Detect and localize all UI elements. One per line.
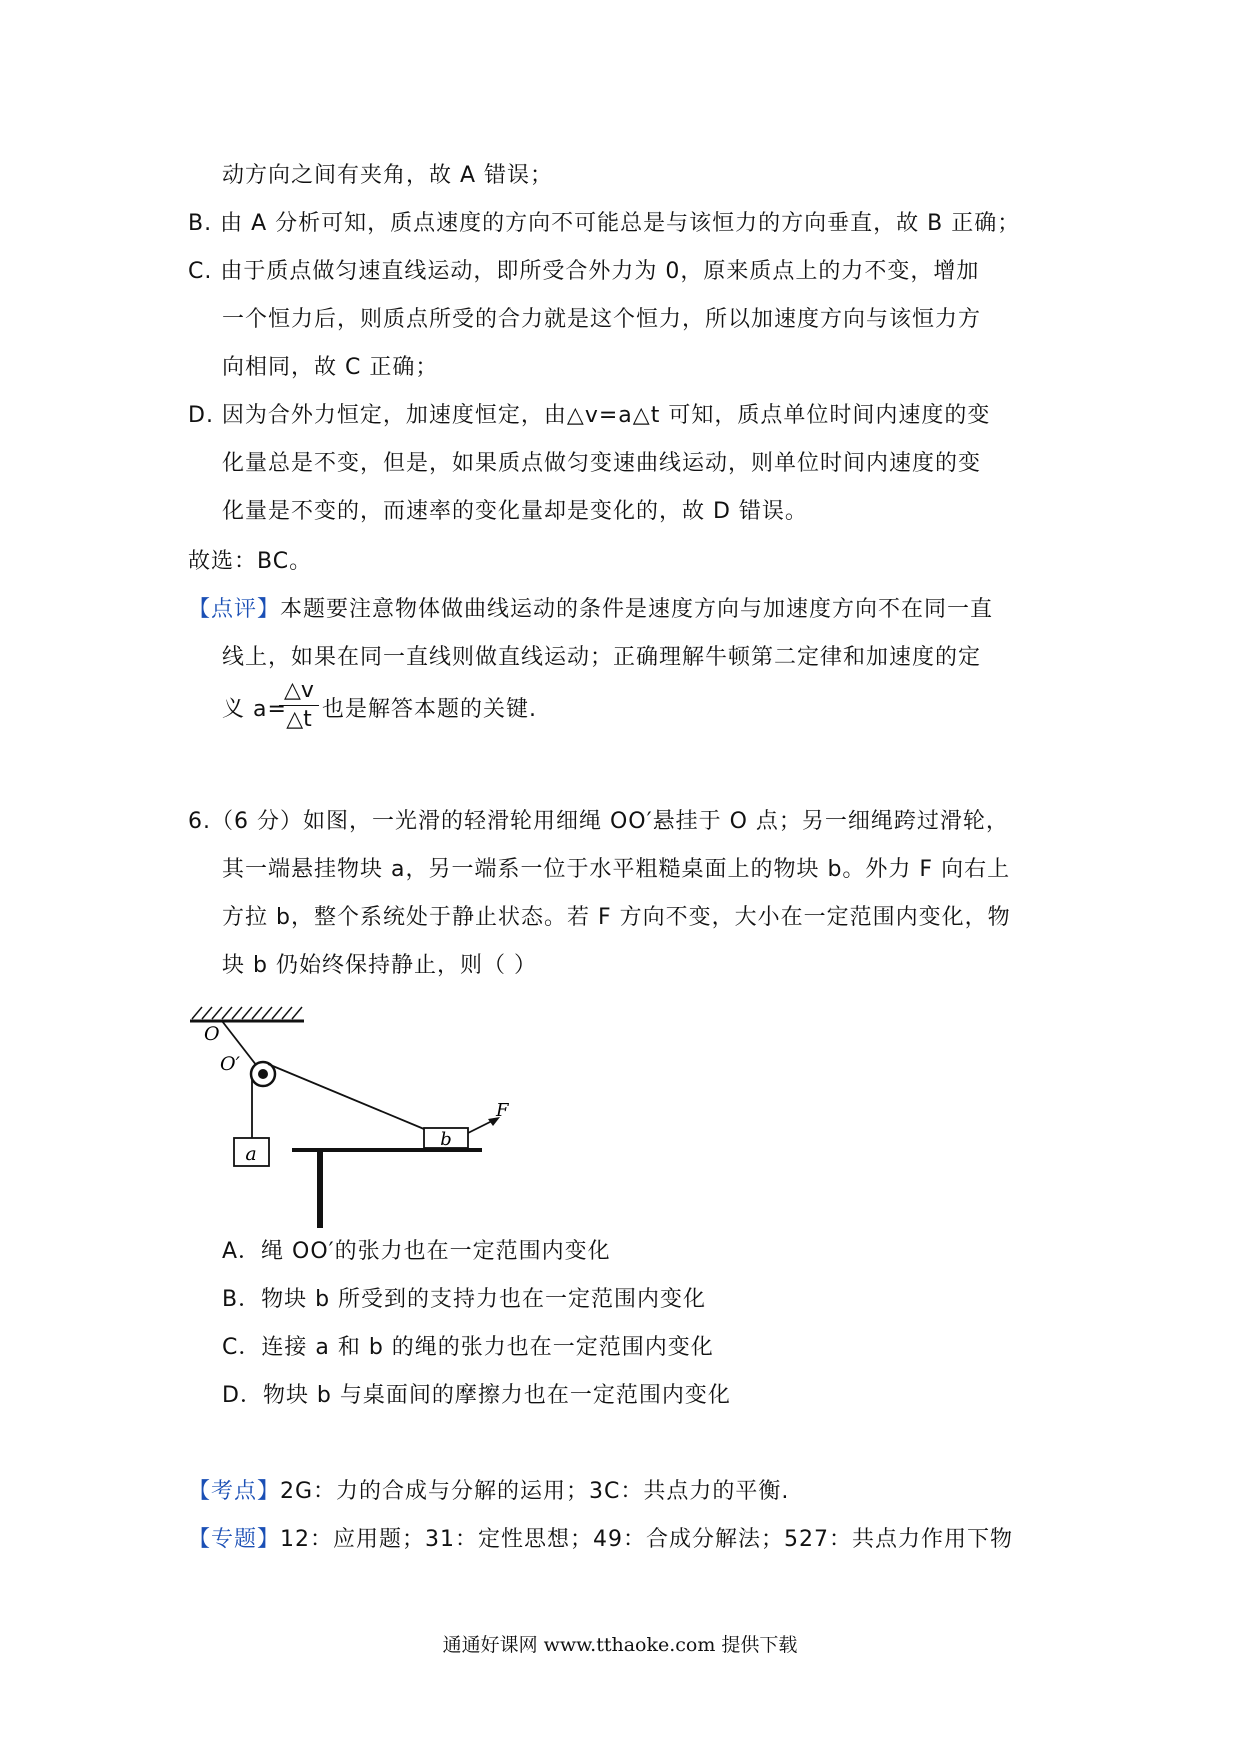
zhuanti-line [188,1524,1013,1556]
comment-line-1 [188,594,993,626]
zhuanti-text: 12：应用题；31：定性思想；49：合成分解法；527：共点力作用下物 [280,1527,1013,1552]
kaodian-text: 2G：力的合成与分解的运用；3C：共点力的平衡. [280,1479,790,1504]
option-a: A．绳 OO′的张力也在一定范围内变化 [222,1239,611,1264]
solution-line-d: D. 因为合外力恒定，加速度恒定，由△v=a△t 可知，质点单位时间内速度的变 [188,403,991,428]
force-arrow [468,1121,492,1133]
acceleration-fraction [279,678,319,733]
question-line-4: 块 b 仍始终保持静止，则（ ） [222,953,537,978]
fraction-numerator: △v [284,678,314,703]
comment-line-3-post: 也是解答本题的关键. [322,697,537,722]
comment-label: 【点评】 [188,597,281,622]
kaodian-label: 【考点】 [188,1479,281,1504]
footer-credit: 通通好课网 www.tthaoke.com 提供下载 [442,1634,798,1656]
ceiling-hatching [192,1007,302,1019]
question-line-2: 其一端悬挂物块 a，另一端系一位于水平粗糙桌面上的物块 b。外力 F 向右上 [222,857,1011,882]
comment-line-2: 线上，如果在同一直线则做直线运动；正确理解牛顿第二定律和加速度的定 [222,645,982,670]
pulley-diagram [190,998,510,1228]
question-line-1: 6.（6 分）如图，一光滑的轻滑轮用细绳 OO′悬挂于 O 点；另一细绳跨过滑轮， [188,809,1009,834]
solution-line-c: C. 由于质点做匀速直线运动，即所受合外力为 0，原来质点上的力不变，增加 [188,259,980,284]
solution-line-b: B. 由 A 分析可知，质点速度的方向不可能总是与该恒力的方向垂直，故 B 正确； [188,211,1021,236]
fraction-bar [279,705,319,706]
option-c: C．连接 a 和 b 的绳的张力也在一定范围内变化 [222,1335,714,1360]
pulley-axle [258,1069,268,1079]
option-b: B．物块 b 所受到的支持力也在一定范围内变化 [222,1287,707,1312]
label-b: b [440,1129,452,1150]
question-line-3: 方拉 b，整个系统处于静止状态。若 F 方向不变，大小在一定范围内变化，物 [222,905,1011,930]
rope-to-b [268,1064,424,1129]
answer-line: 故选：BC。 [188,549,313,574]
solution-line-c3: 向相同，故 C 正确； [222,355,439,380]
solution-line-d2: 化量总是不变，但是，如果质点做匀变速曲线运动，则单位时间内速度的变 [222,451,982,476]
label-a: a [245,1143,257,1165]
comment-text-1: 本题要注意物体做曲线运动的条件是速度方向与加速度方向不在同一直 [280,597,994,622]
label-O: O [204,1023,220,1045]
solution-line-c2: 一个恒力后，则质点所受的合力就是这个恒力，所以加速度方向与该恒力方 [222,307,982,332]
label-O-prime: O′ [220,1053,240,1075]
zhuanti-label: 【专题】 [188,1527,281,1552]
solution-line-d3: 化量是不变的，而速率的变化量却是变化的，故 D 错误。 [222,499,808,524]
comment-line-3-pre: 义 a= [222,697,287,722]
fraction-denominator: △t [286,707,312,732]
label-F: F [496,1100,509,1121]
solution-line-1: 动方向之间有夹角，故 A 错误； [222,163,554,188]
kaodian-line [188,1476,789,1508]
option-d: D．物块 b 与桌面间的摩擦力也在一定范围内变化 [222,1383,731,1408]
